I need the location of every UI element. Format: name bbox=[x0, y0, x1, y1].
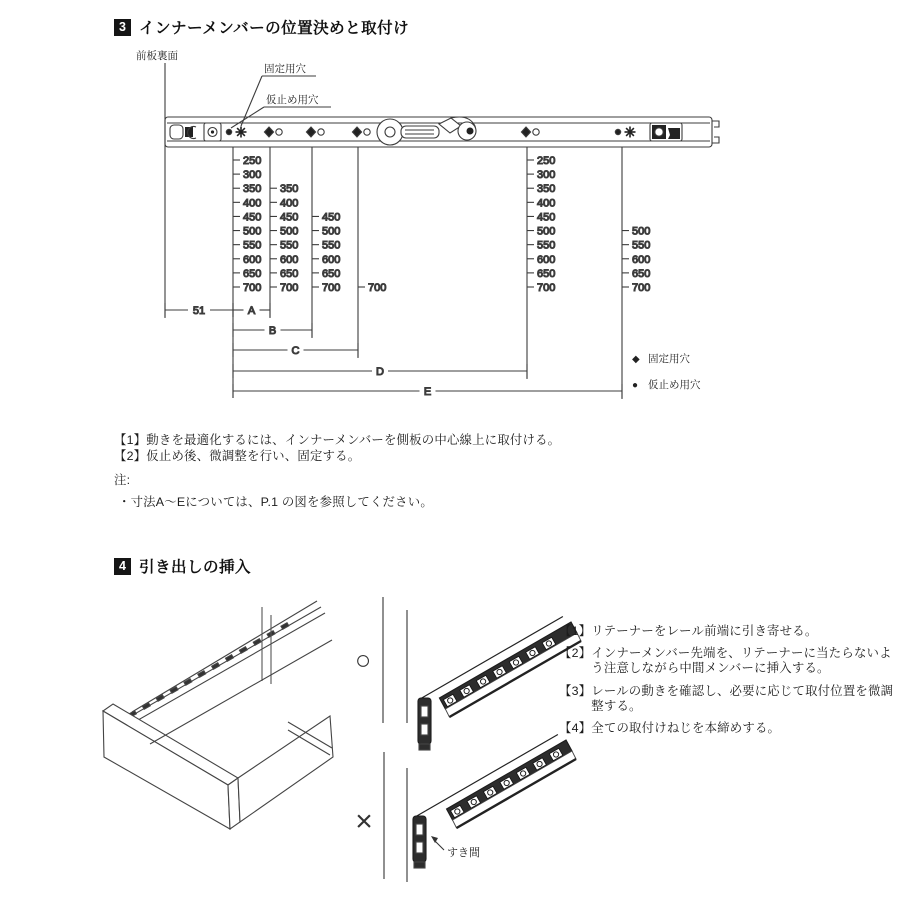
svg-text:600: 600 bbox=[632, 253, 651, 266]
svg-text:350: 350 bbox=[243, 183, 262, 196]
rail-mount-bracket bbox=[650, 123, 682, 141]
dimension-columns bbox=[233, 147, 650, 399]
svg-text:550: 550 bbox=[322, 239, 341, 252]
ng-rail-drawing bbox=[413, 735, 576, 869]
step-item: 【1】 リテーナーをレール前端に引き寄せる。 bbox=[559, 624, 818, 638]
section4-steps bbox=[559, 624, 899, 743]
gap-label: すき間 bbox=[447, 847, 480, 859]
svg-text:450: 450 bbox=[537, 211, 556, 224]
step-item: 【4】 全ての取付けねじを本締めする。 bbox=[559, 721, 781, 736]
note-line: 【1】動きを最適化するには、インナーメンバーを側板の中心線上に取付ける。 bbox=[114, 433, 561, 447]
svg-text:600: 600 bbox=[322, 253, 341, 266]
legend-fixing-label: 固定用穴 bbox=[648, 353, 690, 365]
svg-text:550: 550 bbox=[632, 239, 651, 252]
svg-text:500: 500 bbox=[280, 225, 299, 238]
svg-text:300: 300 bbox=[537, 169, 556, 182]
legend-fixing-symbol: ◆ bbox=[632, 354, 640, 365]
svg-text:450: 450 bbox=[243, 211, 262, 224]
rail-body bbox=[165, 117, 719, 147]
svg-text:400: 400 bbox=[537, 197, 556, 210]
svg-text:700: 700 bbox=[632, 282, 651, 294]
svg-text:E: E bbox=[423, 386, 432, 398]
section4-title: 引き出しの挿入 bbox=[139, 559, 252, 576]
svg-text:400: 400 bbox=[243, 197, 262, 210]
legend-temp-label: 仮止め用穴 bbox=[648, 379, 701, 391]
section3-notes bbox=[114, 433, 614, 510]
section4-header bbox=[114, 555, 251, 577]
drawer-drawing bbox=[103, 601, 333, 829]
gap-callout bbox=[431, 836, 480, 859]
legend bbox=[632, 352, 701, 391]
svg-text:700: 700 bbox=[537, 282, 556, 294]
svg-text:450: 450 bbox=[322, 211, 341, 224]
svg-text:250: 250 bbox=[537, 155, 556, 167]
svg-text:650: 650 bbox=[322, 267, 341, 280]
svg-text:A: A bbox=[247, 305, 256, 317]
svg-text:550: 550 bbox=[280, 239, 299, 252]
svg-text:400: 400 bbox=[280, 197, 299, 210]
svg-text:B: B bbox=[268, 325, 277, 337]
rail-end-notch bbox=[712, 121, 719, 143]
svg-text:700: 700 bbox=[280, 282, 299, 294]
svg-text:600: 600 bbox=[243, 253, 262, 266]
svg-text:250: 250 bbox=[243, 155, 262, 167]
svg-text:700: 700 bbox=[243, 282, 262, 294]
fixing-hole-leader bbox=[241, 76, 262, 126]
fixing-hole-label: 固定用穴 bbox=[264, 63, 306, 75]
ng-mark: × bbox=[355, 805, 373, 838]
svg-text:550: 550 bbox=[537, 239, 556, 252]
step-item: 【3】 レールの動きを確認し、必要に応じて取付位置を微調整する。 bbox=[559, 683, 894, 713]
svg-text:500: 500 bbox=[322, 225, 341, 238]
section3-header bbox=[114, 16, 409, 38]
note-item: ・寸法A～Eについては、P.1 の図を参照してください。 bbox=[118, 494, 433, 509]
drawer-insertion-diagram bbox=[103, 597, 581, 882]
svg-text:450: 450 bbox=[280, 211, 299, 224]
section3-number-badge: 3 bbox=[114, 19, 131, 36]
svg-text:500: 500 bbox=[537, 225, 556, 238]
svg-text:500: 500 bbox=[243, 225, 262, 238]
front-panel-label: 前板裏面 bbox=[136, 50, 178, 62]
svg-text:650: 650 bbox=[243, 267, 262, 280]
rail-left-latch bbox=[170, 123, 221, 141]
svg-text:650: 650 bbox=[632, 267, 651, 280]
svg-text:500: 500 bbox=[632, 225, 651, 238]
legend-temp-symbol: ● bbox=[632, 380, 639, 391]
note-line: 【2】仮止め後、微調整を行い、固定する。 bbox=[114, 448, 361, 463]
ok-rail-drawing bbox=[418, 617, 581, 751]
note-heading: 注: bbox=[114, 473, 131, 487]
svg-text:700: 700 bbox=[368, 282, 387, 294]
svg-text:D: D bbox=[376, 366, 384, 378]
svg-text:350: 350 bbox=[280, 183, 299, 196]
svg-text:600: 600 bbox=[280, 253, 299, 266]
section4-number-badge: 4 bbox=[114, 558, 131, 575]
temp-hole-label: 仮止め用穴 bbox=[266, 94, 319, 106]
svg-text:650: 650 bbox=[280, 267, 299, 280]
guide-lines bbox=[383, 597, 407, 882]
ok-mark: ○ bbox=[354, 645, 372, 675]
svg-text:600: 600 bbox=[537, 253, 556, 266]
svg-text:C: C bbox=[291, 345, 300, 357]
svg-text:550: 550 bbox=[243, 239, 262, 252]
svg-text:700: 700 bbox=[322, 282, 341, 294]
step-item: 【2】 インナーメンバー先端を、リテーナーに当たらないよう注意しながら中間メンバーに挿入する。 bbox=[559, 646, 892, 676]
rail-dimension-diagram bbox=[136, 49, 719, 399]
svg-text:300: 300 bbox=[243, 169, 262, 182]
section3-title: インナーメンバーの位置決めと取付け bbox=[139, 20, 410, 37]
svg-text:650: 650 bbox=[537, 267, 556, 280]
svg-text:350: 350 bbox=[537, 183, 556, 196]
svg-text:51: 51 bbox=[192, 305, 206, 317]
